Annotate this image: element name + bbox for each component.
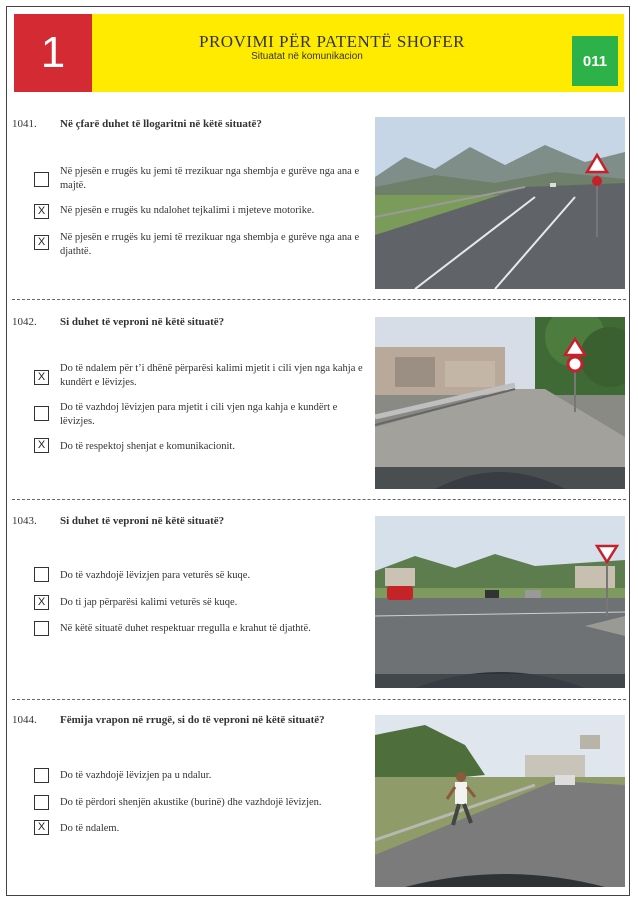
answer-text: Do të respektoj shenjat e komunikacionit. <box>60 441 235 452</box>
page-title: PROVIMI PËR PATENTË SHOFER <box>199 32 465 51</box>
question-text: Si duhet të veproni në këtë situatë? <box>60 515 225 527</box>
question-text: Si duhet të veproni në këtë situatë? <box>60 316 225 328</box>
answer-text: Në pjesën e rrugës ku jemi të rrezikuar nga shembja e gurëve nga ana e djathtë. <box>60 232 360 257</box>
page-subtitle: Situatat në komunikacion <box>251 51 363 62</box>
answer-text: Do të ndalem për t’i dhënë përparësi kalimi mjetit i cili vjen nga kahja e kundërt e lëvizjes. <box>60 363 363 388</box>
answer-text: Do të ndalem. <box>60 823 120 834</box>
answer-text: Në pjesën e rrugës ku jemi të rrezikuar nga shembja e gurëve nga ana e majtë. <box>60 166 360 191</box>
question-number: 1041. <box>12 118 37 130</box>
answer-checkbox[interactable]: X <box>34 235 49 250</box>
answer-checkbox[interactable] <box>34 567 49 582</box>
answer-text: Në këtë situatë duhet respektuar rregulla e krahut të djathtë. <box>60 623 311 634</box>
answer-text: Do të përdori shenjën akustike (burinë) dhe vazhdojë lëvizjen. <box>60 797 322 808</box>
section-number: 1 <box>14 14 92 92</box>
situation-photo-narrow-road <box>375 317 625 489</box>
answer-text: Do të vazhdojë lëvizjen pa u ndalur. <box>60 770 212 781</box>
answer-checkbox[interactable] <box>34 768 49 783</box>
question-number: 1042. <box>12 316 37 328</box>
answer-checkbox[interactable]: X <box>34 820 49 835</box>
situation-photo-road-curve <box>375 117 625 289</box>
question-number: 1043. <box>12 515 37 527</box>
answer-checkbox[interactable] <box>34 406 49 421</box>
answer-checkbox[interactable] <box>34 172 49 187</box>
answer-checkbox[interactable] <box>34 621 49 636</box>
answer-text: Do të vazhdoj lëvizjen para mjetit i cili vjen nga kahja e kundërt e lëvizjes. <box>60 402 338 427</box>
answer-checkbox[interactable] <box>34 795 49 810</box>
section-divider <box>12 699 626 700</box>
answer-checkbox[interactable]: X <box>34 204 49 219</box>
question-text: Në çfarë duhet të llogaritni në këtë situatë? <box>60 118 262 130</box>
situation-photo-child-running <box>375 715 625 887</box>
answer-checkbox[interactable]: X <box>34 595 49 610</box>
question-text: Fëmija vrapon në rrugë, si do të veproni në këtë situatë? <box>60 714 325 726</box>
answer-text: Do të vazhdojë lëvizjen para veturës së kuqe. <box>60 570 251 581</box>
answer-text: Do ti jap përparësi kalimi veturës së kuqe. <box>60 597 238 608</box>
answer-checkbox[interactable]: X <box>34 370 49 385</box>
test-code-badge: 011 <box>572 36 618 86</box>
section-divider <box>12 299 626 300</box>
answer-text: Në pjesën e rrugës ku ndalohet tejkalimi i mjeteve motorike. <box>60 205 315 216</box>
question-number: 1044. <box>12 714 37 726</box>
section-divider <box>12 499 626 500</box>
situation-photo-intersection <box>375 516 625 688</box>
answer-checkbox[interactable]: X <box>34 438 49 453</box>
